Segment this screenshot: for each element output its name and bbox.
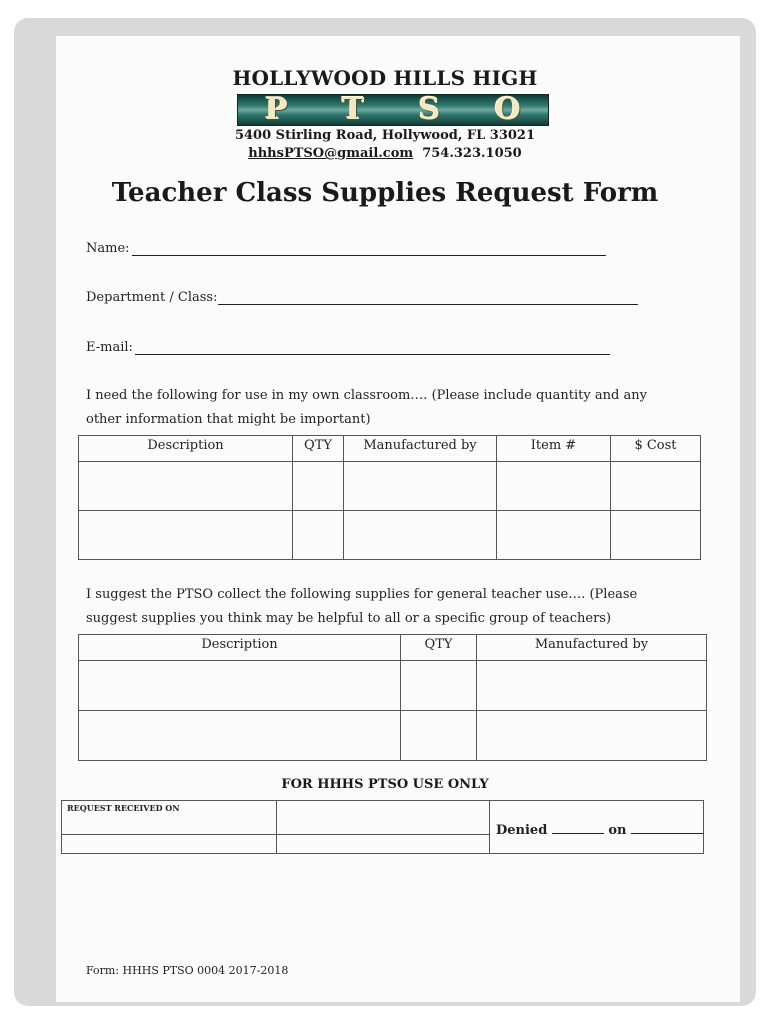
table-cell[interactable] xyxy=(497,511,611,560)
school-address: 5400 Stirling Road, Hollywood, FL 33021 xyxy=(234,128,536,143)
contact-line xyxy=(0,146,770,161)
table-cell[interactable] xyxy=(79,462,293,511)
office-divider xyxy=(489,801,490,853)
office-divider xyxy=(276,801,277,853)
date-blank[interactable] xyxy=(631,833,703,834)
table-cell[interactable] xyxy=(293,462,344,511)
department-field[interactable] xyxy=(218,304,638,305)
denied-line xyxy=(496,823,703,838)
office-divider xyxy=(62,834,489,835)
general-supplies-table xyxy=(78,634,707,761)
form-title: Teacher Class Supplies Request Form xyxy=(111,178,659,208)
column-header: $ Cost xyxy=(611,436,701,462)
school-name: HOLLYWOOD HILLS HIGH xyxy=(232,66,538,90)
table-cell[interactable] xyxy=(401,711,477,761)
email-label: E-mail: xyxy=(86,340,133,355)
table-cell[interactable] xyxy=(497,462,611,511)
form-footer: Form: HHHS PTSO 0004 2017-2018 xyxy=(86,964,289,977)
column-header: QTY xyxy=(401,635,477,661)
name-field[interactable] xyxy=(132,255,606,256)
logo-letter: P xyxy=(265,92,288,127)
column-header: Description xyxy=(79,436,293,462)
table-cell[interactable] xyxy=(79,511,293,560)
table-header-row xyxy=(79,635,707,661)
ptso-logo xyxy=(237,94,549,126)
table-cell[interactable] xyxy=(611,511,701,560)
table-cell[interactable] xyxy=(611,462,701,511)
logo-letter: O xyxy=(494,92,521,127)
office-use-box xyxy=(61,800,704,854)
office-use-heading: FOR HHHS PTSO USE ONLY xyxy=(281,777,489,792)
name-label: Name: xyxy=(86,241,130,256)
table-row xyxy=(79,711,707,761)
table-cell[interactable] xyxy=(477,661,707,711)
section2-instructions: I suggest the PTSO collect the following supplies for general teacher use…. (Please suggest supplies you think may be helpful to all or a specific group of teachers) xyxy=(86,587,638,626)
table-row xyxy=(79,511,701,560)
department-label: Department / Class: xyxy=(86,290,218,305)
request-received-label: REQUEST RECEIVED ON xyxy=(67,803,180,813)
table-cell[interactable] xyxy=(477,711,707,761)
column-header: Manufactured by xyxy=(477,635,707,661)
email-link[interactable]: hhhsPTSO@gmail.com xyxy=(248,146,414,161)
table-cell[interactable] xyxy=(401,661,477,711)
column-header: Item # xyxy=(497,436,611,462)
email-field[interactable] xyxy=(135,354,610,355)
table-cell[interactable] xyxy=(79,661,401,711)
classroom-supplies-table xyxy=(78,435,701,560)
phone-number: 754.323.1050 xyxy=(422,146,522,161)
table-cell[interactable] xyxy=(79,711,401,761)
on-label: on xyxy=(608,823,627,838)
denied-label: Denied xyxy=(496,823,548,838)
logo-letter: T xyxy=(342,92,365,127)
denied-blank[interactable] xyxy=(552,833,604,834)
section1-instructions: I need the following for use in my own classroom…. (Please include quantity and any other information that might be important) xyxy=(86,388,647,427)
column-header: Manufactured by xyxy=(344,436,497,462)
table-row xyxy=(79,462,701,511)
logo-letter: S xyxy=(418,92,441,127)
table-cell[interactable] xyxy=(344,511,497,560)
column-header: Description xyxy=(79,635,401,661)
table-header-row xyxy=(79,436,701,462)
column-header: QTY xyxy=(293,436,344,462)
table-cell[interactable] xyxy=(293,511,344,560)
table-row xyxy=(79,661,707,711)
table-cell[interactable] xyxy=(344,462,497,511)
